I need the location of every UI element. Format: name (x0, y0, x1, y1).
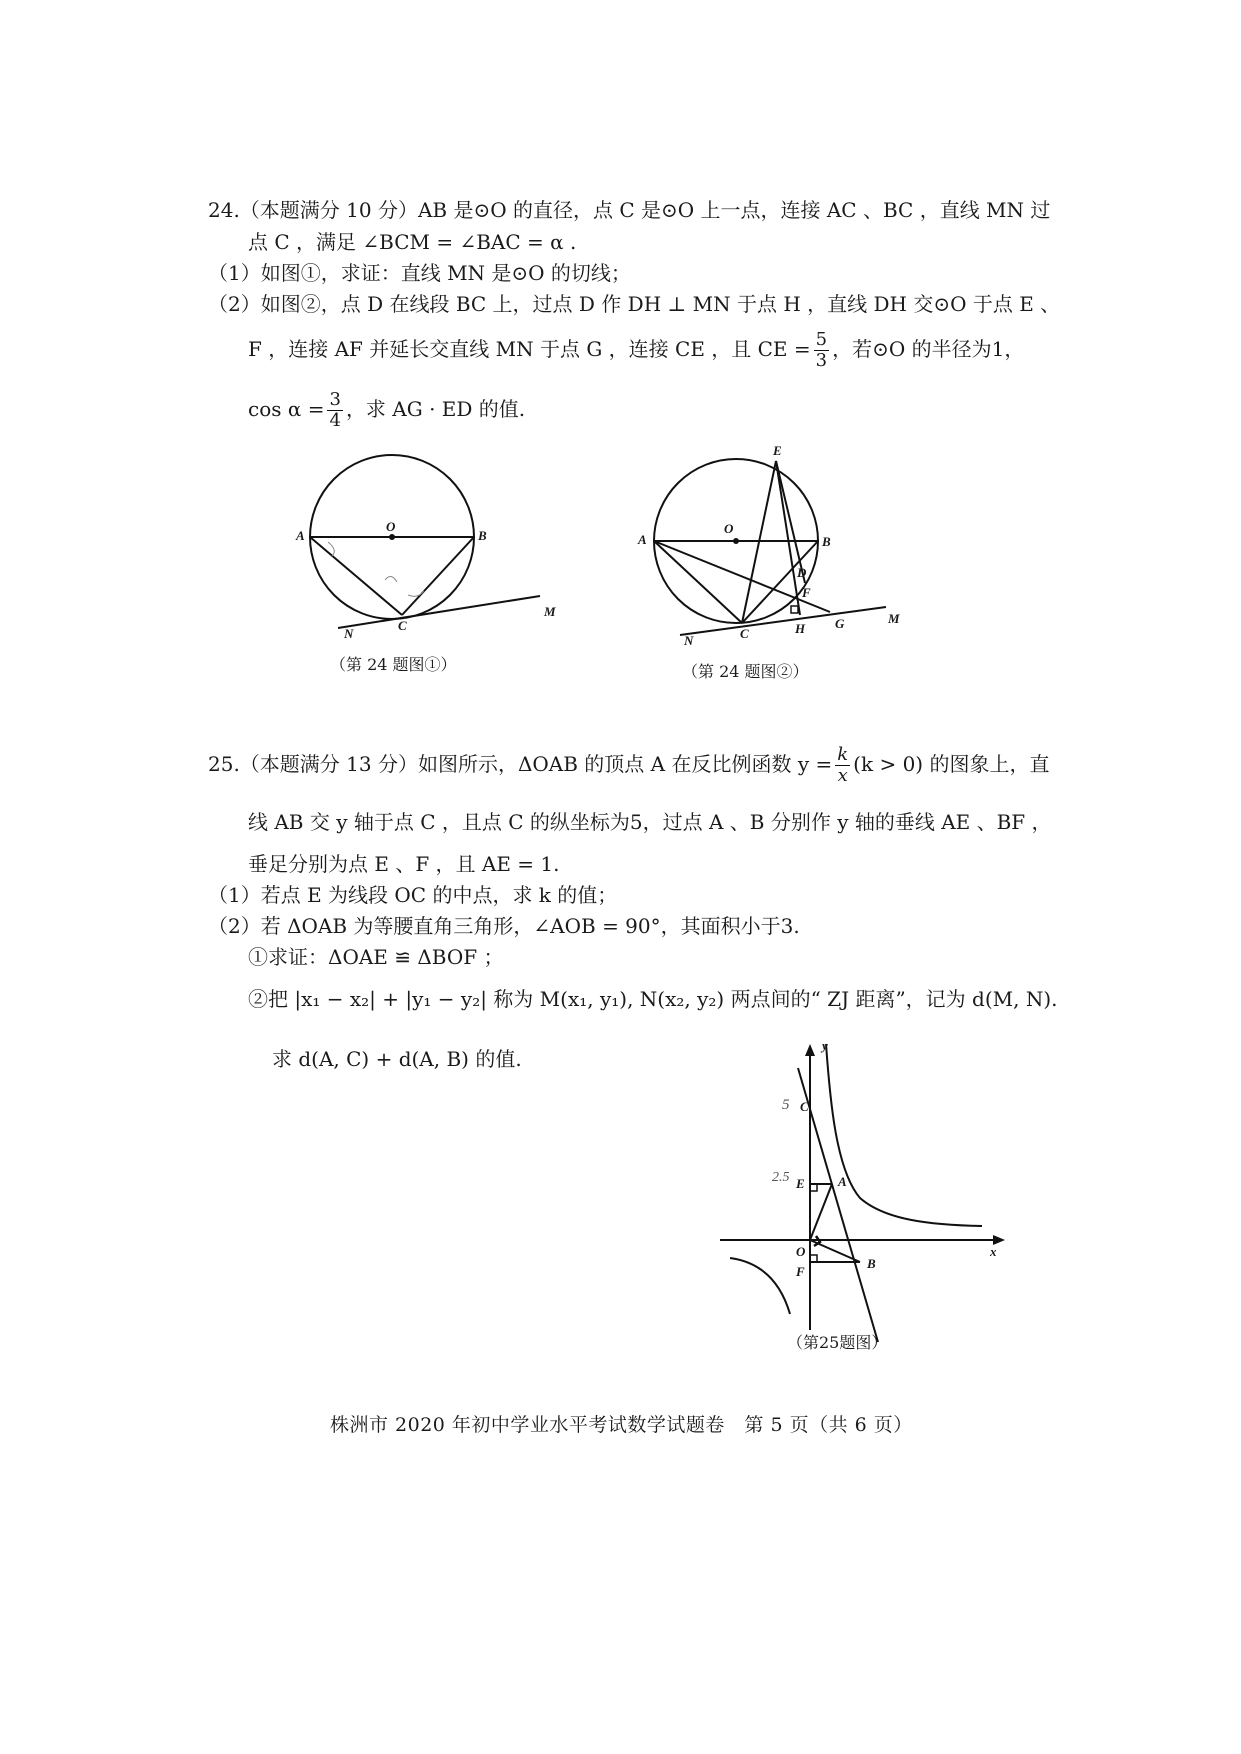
fig1-label-m: M (544, 604, 556, 619)
fig25-label-c: C (800, 1099, 809, 1114)
fig25-label-x: x (990, 1244, 997, 1259)
fig2-label-m: M (888, 611, 900, 626)
figure-24-2 (640, 455, 920, 665)
fig2-label-b: B (822, 534, 831, 549)
tangent-mn (338, 596, 540, 628)
fig1-label-o: O (386, 519, 396, 534)
fig25-label-e: E (796, 1176, 805, 1191)
q24-part2-line3: cos α = $\frac{3}{4}$ ，求 AG · ED 的值. (248, 389, 526, 431)
pencil-marks (328, 542, 424, 596)
fig1-label-a: A (296, 528, 305, 543)
q25-part2: （2）若 ΔOAB 为等腰直角三角形，∠AOB = 90°，其面积小于3. (208, 914, 800, 938)
figure-24-1 (290, 450, 560, 660)
q25-head: 25.（本题满分 13 分）如图所示，ΔOAB 的顶点 A 在反比例函数 y = $\frac{k}{x}$ (k > 0) 的图象上，直 (208, 744, 1050, 786)
fig2-label-d: D (797, 565, 807, 580)
q25-part2-ii: ②把 |x₁ − x₂| + |y₁ − y₂| 称为 M(x₁, y₁), N(x₂, y₂) 两点间的“ ZJ 距离”，记为 d(M, N). (248, 987, 1058, 1011)
fig2-label-o: O (724, 521, 734, 536)
fraction-ce: $\frac{5}{3}$ (815, 329, 828, 371)
fig1-label-b: B (478, 528, 487, 543)
figure-25 (720, 1040, 1010, 1330)
page-footer: 株洲市 2020 年初中学业水平考试数学试题卷 第 5 页（共 6 页） (330, 1414, 913, 1436)
fig25-label-o: O (796, 1244, 806, 1259)
q25-line3: 垂足分别为点 E 、F ，且 AE = 1. (248, 852, 560, 876)
segment-oa (810, 1184, 832, 1240)
fig25-caption: （第25题图） (787, 1333, 888, 1352)
fig25-label-f: F (796, 1264, 805, 1279)
q24-condition: 点 C ，满足 ∠BCM = ∠BAC = α . (248, 230, 577, 254)
fig1-label-n: N (344, 626, 354, 641)
handwritten-2-5: 2.5 (772, 1170, 790, 1185)
tangent-mn (680, 607, 886, 635)
fig2-label-f: F (802, 585, 811, 600)
hyperbola-branch-2 (730, 1258, 790, 1314)
right-angle-h (791, 606, 798, 613)
fig2-label-g: G (835, 616, 845, 631)
fig2-label-a: A (638, 532, 647, 547)
fraction-k-over-x: $\frac{k}{x}$ (837, 744, 849, 786)
q24-part1: （1）如图①，求证：直线 MN 是⊙O 的切线； (208, 261, 631, 285)
fig25-label-a: A (838, 1174, 847, 1189)
fig2-label-c: C (740, 626, 749, 641)
fig2-label-n: N (684, 633, 694, 648)
q25-line2: 线 AB 交 y 轴于点 C ，且点 C 的纵坐标为5，过点 A 、B 分别作 y 轴的垂线 AE 、BF ， (248, 810, 1052, 834)
q24-part2-line1: （2）如图②，点 D 在线段 BC 上，过点 D 作 DH ⊥ MN 于点 H ，直线 DH 交⊙O 于点 E 、 (208, 292, 1061, 316)
fig2-caption: （第 24 题图②） (682, 662, 809, 681)
fig1-caption: （第 24 题图①） (330, 655, 457, 674)
handwritten-5: 5 (782, 1097, 790, 1113)
fig25-label-y: y (822, 1038, 828, 1053)
q25-part1: （1）若点 E 为线段 OC 的中点，求 k 的值； (208, 883, 618, 907)
right-angle-f (810, 1255, 817, 1262)
q24-head: 24.（本题满分 10 分）AB 是⊙O 的直径，点 C 是⊙O 上一点，连接 AC 、BC ，直线 MN 过 (208, 198, 1051, 222)
fig1-label-c: C (398, 618, 407, 633)
fig2-label-e: E (773, 443, 782, 458)
chord-ac (310, 537, 402, 615)
fig25-label-b: B (867, 1256, 876, 1271)
y-axis-arrow (805, 1044, 815, 1056)
right-angle-e (810, 1184, 817, 1191)
center-dot (733, 538, 739, 544)
q25-part2-iii: 求 d(A, C) + d(A, B) 的值. (272, 1047, 522, 1071)
q25-part2-i: ①求证：ΔOAE ≌ ΔBOF ； (248, 945, 504, 969)
fraction-cos: $\frac{3}{4}$ (329, 389, 341, 431)
hyperbola-branch-1 (826, 1044, 982, 1226)
q24-part2-line2: F ，连接 AF 并延长交直线 MN 于点 G ，连接 CE ，且 CE = $\frac{5}{3}$ ，若⊙O 的半径为1， (248, 329, 1025, 371)
chord-ac (654, 541, 742, 623)
fig2-label-h: H (795, 621, 806, 636)
